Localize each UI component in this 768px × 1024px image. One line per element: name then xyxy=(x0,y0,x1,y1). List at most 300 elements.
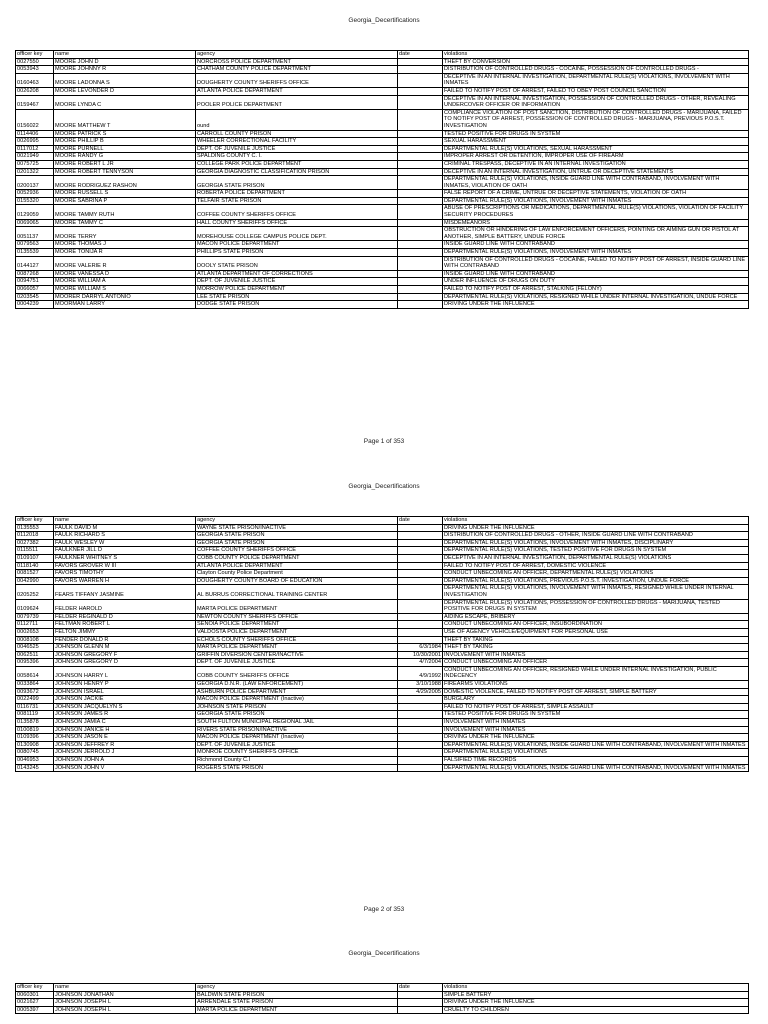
officer-key-cell: 0069065 xyxy=(16,219,54,227)
name-cell: JOHNSON JACKIE xyxy=(54,696,196,704)
officer-key-cell: 0155320 xyxy=(16,197,54,205)
date-cell xyxy=(398,628,443,636)
violations-cell: CONDUCT UNBECOMING AN OFFICER, INSUBORDINATION xyxy=(443,621,749,629)
page-number: Page 1 of 353 xyxy=(363,438,405,445)
date-cell xyxy=(398,138,443,146)
table-row xyxy=(16,666,749,680)
officer-key-cell: 0027382 xyxy=(16,539,54,547)
agency-cell: GEORGIA D.N.R. (LAW ENFORCEMENT) xyxy=(196,681,398,689)
name-cell: JOHNSON HARRY L xyxy=(54,666,196,680)
column-header: date xyxy=(398,51,443,59)
violations-cell: DEPARTMENTAL RULE(S) VIOLATIONS, PREVIOUS P.O.S.T. INVESTIGATION, UNDUE FORCE xyxy=(443,577,749,585)
violations-cell: DEPARTMENTAL RULE(S) VIOLATIONS, SEXUAL HARASSMENT xyxy=(443,145,749,153)
violations-cell: DISTRIBUTION OF CONTROLLED DRUGS - OTHER, INSIDE GUARD LINE WITH CONTRABAND xyxy=(443,532,749,540)
date-cell xyxy=(398,734,443,742)
officer-key-cell: 0004239 xyxy=(16,301,54,309)
officer-key-cell: 0118140 xyxy=(16,562,54,570)
officer-key-cell: 0112711 xyxy=(16,621,54,629)
name-cell: MOORE PHILLIP B xyxy=(54,138,196,146)
table-row xyxy=(16,66,749,74)
date-cell xyxy=(398,197,443,205)
column-header: officer key xyxy=(16,51,54,59)
officer-key-cell: 0060301 xyxy=(16,991,54,999)
table-row xyxy=(16,168,749,176)
violations-cell: FIREARMS VIOLATIONS xyxy=(443,681,749,689)
column-header: date xyxy=(398,984,443,992)
violations-cell: DRIVING UNDER THE INFLUENCE xyxy=(443,999,749,1007)
officer-key-cell: 0205252 xyxy=(16,585,54,599)
violations-cell: DEPARTMENTAL RULE(S) VIOLATIONS, POSSESSION OF CONTROLLED DRUGS - MARIJUANA, TESTED POSITIVE FOR DRUGS IN SYSTEM xyxy=(443,599,749,613)
name-cell: MOORE RUSSELL S xyxy=(54,190,196,198)
table-row xyxy=(16,539,749,547)
violations-cell: SEXUAL HARASSMENT xyxy=(443,138,749,146)
name-cell: FELTMAN ROBERT L xyxy=(54,621,196,629)
name-cell: JOHNSON JASON E xyxy=(54,734,196,742)
violations-cell: DEPARTMENTAL RULE(S) VIOLATIONS, INSIDE GUARD LINE WITH CONTRABAND, INVOLVEMENT WITH INMATES xyxy=(443,764,749,772)
name-cell: FENDER DONALD R xyxy=(54,636,196,644)
table-header-row xyxy=(16,517,749,525)
officer-key-cell: 0129059 xyxy=(16,205,54,219)
name-cell: JOHNSON GREGORY F xyxy=(54,651,196,659)
agency-cell: SOUTH FULTON MUNICIPAL REGIONAL JAIL xyxy=(196,719,398,727)
officer-key-cell: 0053943 xyxy=(16,66,54,74)
agency-cell: POOLER POLICE DEPARTMENT xyxy=(196,95,398,109)
table-row xyxy=(16,301,749,309)
column-header: agency xyxy=(196,984,398,992)
name-cell: JOHNSON GLENN M xyxy=(54,644,196,652)
agency-cell: VALDOSTA POLICE DEPARTMENT xyxy=(196,628,398,636)
name-cell: MOORE WILLIAM S xyxy=(54,286,196,294)
agency-cell: JOHNSON STATE PRISON xyxy=(196,703,398,711)
officer-key-cell: 0005397 xyxy=(16,1006,54,1014)
agency-cell: DOUGHERTY COUNTY BOARD OF EDUCATION xyxy=(196,577,398,585)
table-row xyxy=(16,153,749,161)
name-cell: MOORE TONIJA R xyxy=(54,249,196,257)
name-cell: JOHNSON ISRAEL xyxy=(54,688,196,696)
violations-cell: DECEPTIVE IN AN INTERNAL INVESTIGATION, UNTRUE OR DECEPTIVE STATEMENTS xyxy=(443,168,749,176)
table-row xyxy=(16,562,749,570)
date-cell xyxy=(398,227,443,241)
agency-cell: LEE STATE PRISON xyxy=(196,293,398,301)
officer-key-cell: 0062511 xyxy=(16,651,54,659)
table-row xyxy=(16,741,749,749)
date-cell xyxy=(398,205,443,219)
date-cell xyxy=(398,711,443,719)
column-header: violations xyxy=(443,51,749,59)
officer-key-cell: 0116731 xyxy=(16,703,54,711)
name-cell: FAULKNER WHITNEY S xyxy=(54,554,196,562)
violations-cell: FALSE REPORT OF A CRIME, UNTRUE OR DECEPTIVE STATEMENTS, VIOLATION OF OATH xyxy=(443,190,749,198)
column-header: name xyxy=(54,51,196,59)
agency-cell: ARRENDALE STATE PRISON xyxy=(196,999,398,1007)
date-cell xyxy=(398,256,443,270)
name-cell: JOHNSON JERROLD J xyxy=(54,749,196,757)
officer-key-cell: 0002653 xyxy=(16,628,54,636)
table-row xyxy=(16,219,749,227)
officer-key-cell: 0027550 xyxy=(16,58,54,66)
table-row xyxy=(16,628,749,636)
officer-key-cell: 0201322 xyxy=(16,168,54,176)
violations-cell: CONDUCT UNBECOMING AN OFFICER, RESIGNED WHILE UNDER INTERNAL INVESTIGATION, PUBLIC INDECENCY xyxy=(443,666,749,680)
table-row xyxy=(16,197,749,205)
name-cell: FAVORS TIMOTHY xyxy=(54,570,196,578)
violations-cell: DEPARTMENTAL RULE(S) VIOLATIONS, RESIGNED WHILE UNDER INTERNAL INVESTIGATION, UNDUE FORCE xyxy=(443,293,749,301)
agency-cell: GEORGIA STATE PRISON xyxy=(196,711,398,719)
decertifications-table xyxy=(15,983,749,1014)
table-row xyxy=(16,726,749,734)
agency-cell: Clayton County Police Department xyxy=(196,570,398,578)
date-cell xyxy=(398,613,443,621)
date-cell xyxy=(398,757,443,765)
column-header: name xyxy=(54,517,196,525)
violations-cell: FAILED TO NOTIFY POST OF ARREST, SIMPLE ASSAULT xyxy=(443,703,749,711)
officer-key-cell: 0115511 xyxy=(16,547,54,555)
agency-cell: DEPT. OF JUVENILE JUSTICE xyxy=(196,145,398,153)
name-cell: MOORE VALERIE R xyxy=(54,256,196,270)
agency-cell: GEORGIA STATE PRISON xyxy=(196,532,398,540)
name-cell: MOORE WILLIAM A xyxy=(54,278,196,286)
officer-key-cell: 0046525 xyxy=(16,644,54,652)
date-cell xyxy=(398,532,443,540)
violations-cell: DEPARTMENTAL RULE(S) VIOLATIONS, INVOLVEMENT WITH INMATES, DISCIPLINARY xyxy=(443,539,749,547)
agency-cell: PHILLIPS STATE PRISON xyxy=(196,249,398,257)
date-cell xyxy=(398,176,443,190)
officer-key-cell: 0051137 xyxy=(16,227,54,241)
agency-cell: COLLEGE PARK POLICE DEPARTMENT xyxy=(196,160,398,168)
table-row xyxy=(16,991,749,999)
agency-cell: NORCROSS POLICE DEPARTMENT xyxy=(196,58,398,66)
officer-key-cell: 0008108 xyxy=(16,636,54,644)
name-cell: MOORE JOHN D xyxy=(54,58,196,66)
table-row xyxy=(16,293,749,301)
name-cell: MOORE LYNDA C xyxy=(54,95,196,109)
officer-key-cell: 0081527 xyxy=(16,570,54,578)
table-row xyxy=(16,1006,749,1014)
name-cell: JOHNSON HENRY P xyxy=(54,681,196,689)
officer-key-cell: 0087268 xyxy=(16,270,54,278)
date-cell xyxy=(398,562,443,570)
table-row xyxy=(16,703,749,711)
date-cell xyxy=(398,703,443,711)
violations-cell: DISTRIBUTION OF CONTROLLED DRUGS - COCAINE, POSSESSION OF CONTROLLED DRUGS - xyxy=(443,66,749,74)
violations-cell: DEPARTMENTAL RULE(S) VIOLATIONS, INSIDE GUARD LINE WITH CONTRABAND, INVOLVEMENT WITH INMATES xyxy=(443,741,749,749)
name-cell: FAULK RICHARD S xyxy=(54,532,196,540)
date-cell xyxy=(398,577,443,585)
agency-cell: ROBERTA POLICE DEPARTMENT xyxy=(196,190,398,198)
table-row xyxy=(16,613,749,621)
violations-cell: UNDER INFLUENCE OF DRUGS ON DUTY xyxy=(443,278,749,286)
violations-cell: DEPARTMENTAL RULE(S) VIOLATIONS, INVOLVEMENT WITH INMATES xyxy=(443,197,749,205)
violations-cell: MISDEMEANORS xyxy=(443,219,749,227)
agency-cell: MOREHOUSE COLLEGE CAMPUS POLICE DEPT. xyxy=(196,227,398,241)
date-cell xyxy=(398,764,443,772)
date-cell xyxy=(398,554,443,562)
name-cell: FELTON JIMMY xyxy=(54,628,196,636)
officer-key-cell: 0159467 xyxy=(16,95,54,109)
table-row xyxy=(16,696,749,704)
table-row xyxy=(16,734,749,742)
violations-cell: THEFT BY CONVERSION xyxy=(443,58,749,66)
officer-key-cell: 0058614 xyxy=(16,666,54,680)
date-cell xyxy=(398,749,443,757)
violations-cell: INSIDE GUARD LINE WITH CONTRABAND xyxy=(443,241,749,249)
decertifications-table xyxy=(15,50,749,309)
table-row xyxy=(16,138,749,146)
column-header: violations xyxy=(443,984,749,992)
table-row xyxy=(16,651,749,659)
agency-cell: ATLANTA POLICE DEPARTMENT xyxy=(196,87,398,95)
date-cell xyxy=(398,286,443,294)
officer-key-cell: 0033864 xyxy=(16,681,54,689)
agency-cell: DEPT. OF JUVENILE JUSTICE xyxy=(196,278,398,286)
violations-cell: DRIVING UNDER THE INFLUENCE xyxy=(443,301,749,309)
table-row xyxy=(16,205,749,219)
name-cell: JOHNSON JAMES R xyxy=(54,711,196,719)
table-row xyxy=(16,109,749,130)
name-cell: FAULKNER JILL D xyxy=(54,547,196,555)
name-cell: MOORE MATTHEW T xyxy=(54,109,196,130)
agency-cell: SENOIA POLICE DEPARTMENT xyxy=(196,621,398,629)
date-cell: 4/7/2004 xyxy=(398,659,443,667)
officer-key-cell: 0094751 xyxy=(16,278,54,286)
officer-key-cell: 0022499 xyxy=(16,696,54,704)
date-cell xyxy=(398,87,443,95)
agency-cell: COBB COUNTY SHERIFFS OFFICE xyxy=(196,666,398,680)
date-cell: 3/10/1988 xyxy=(398,681,443,689)
table-row xyxy=(16,190,749,198)
table-row xyxy=(16,256,749,270)
name-cell: JOHNSON JEFFREY R xyxy=(54,741,196,749)
name-cell: MOORE JOHNNY R xyxy=(54,66,196,74)
decertifications-table xyxy=(15,516,749,772)
date-cell xyxy=(398,130,443,138)
violations-cell: BURGLARY xyxy=(443,696,749,704)
violations-cell: DECEPTIVE IN AN INTERNAL INVESTIGATION, DEPARTMENTAL RULE(S) VIOLATIONS xyxy=(443,554,749,562)
name-cell: MOORE RANDY G xyxy=(54,153,196,161)
name-cell: FAVORS WARREN H xyxy=(54,577,196,585)
table-row xyxy=(16,764,749,772)
date-cell xyxy=(398,599,443,613)
table-row xyxy=(16,278,749,286)
name-cell: MOORE PATRICK S xyxy=(54,130,196,138)
violations-cell: FALSIFIED TIME RECORDS xyxy=(443,757,749,765)
date-cell xyxy=(398,73,443,87)
document-title: Georgia_Decertifications xyxy=(348,950,420,957)
violations-cell: OBSTRUCTION OR HINDERING OF LAW ENFORCEMENT OFFICERS, POINTING OR AIMING GUN OR PISTOL AT ANOTHER, SIMPLE BATTERY, UNDUE FORCE xyxy=(443,227,749,241)
violations-cell: DECEPTIVE IN AN INTERNAL INVESTIGATION, DEPARTMENTAL RULE(S) VIOLATIONS, INVOLVEMENT WITH INMATES xyxy=(443,73,749,87)
date-cell xyxy=(398,270,443,278)
agency-cell: TELFAIR STATE PRISON xyxy=(196,197,398,205)
date-cell xyxy=(398,168,443,176)
violations-cell: DEPARTMENTAL RULE(S) VIOLATIONS, INVOLVEMENT WITH INMATES xyxy=(443,249,749,257)
officer-key-cell: 0135878 xyxy=(16,719,54,727)
date-cell: 4/9/1992 xyxy=(398,666,443,680)
violations-cell: DOMESTIC VIOLENCE, FAILED TO NOTIFY POST OF ARREST, SIMPLE BATTERY xyxy=(443,688,749,696)
officer-key-cell: 0203545 xyxy=(16,293,54,301)
violations-cell: CRUELTY TO CHILDREN xyxy=(443,1006,749,1014)
date-cell xyxy=(398,95,443,109)
agency-cell: Richmond County C.I xyxy=(196,757,398,765)
page-number: Page 2 of 353 xyxy=(363,906,405,913)
agency-cell: MACON POLICE DEPARTMENT xyxy=(196,241,398,249)
date-cell: 10/30/2001 xyxy=(398,651,443,659)
violations-cell: DISTRIBUTION OF CONTROLLED DRUGS - COCAINE, FAILED TO NOTIFY POST OF ARREST, INSIDE GUARD LINE WITH CONTRABAND xyxy=(443,256,749,270)
officer-key-cell: 0079739 xyxy=(16,613,54,621)
officer-key-cell: 0100819 xyxy=(16,726,54,734)
table-row xyxy=(16,999,749,1007)
agency-cell: RIVERS STATE PRISON/INACTIVE xyxy=(196,726,398,734)
table-row xyxy=(16,73,749,87)
column-header: officer key xyxy=(16,984,54,992)
officer-key-cell: 0093672 xyxy=(16,688,54,696)
table-row xyxy=(16,249,749,257)
table-row xyxy=(16,130,749,138)
table-row xyxy=(16,532,749,540)
document-title: Georgia_Decertifications xyxy=(348,483,420,490)
violations-cell: INVOLVEMENT WITH INMATES xyxy=(443,719,749,727)
officer-key-cell: 0135539 xyxy=(16,249,54,257)
date-cell xyxy=(398,719,443,727)
violations-cell: SIMPLE BATTERY xyxy=(443,991,749,999)
agency-cell: DOOLY STATE PRISON xyxy=(196,256,398,270)
violations-cell: DEPARTMENTAL RULE(S) VIOLATIONS, INVOLVEMENT WITH INMATES, RESIGNED WHILE UNDER INTERNAL INVESTIGATION xyxy=(443,585,749,599)
violations-cell: DECEPTIVE IN AN INTERNAL INVESTIGATION, POSSESSION OF CONTROLLED DRUGS - OTHER, REVEALING UNDERCOVER OFFICER OR INFORMATION xyxy=(443,95,749,109)
name-cell: MOORMAN LARRY xyxy=(54,301,196,309)
name-cell: MOORE LADONNA S xyxy=(54,73,196,87)
agency-cell: MARTA POLICE DEPARTMENT xyxy=(196,599,398,613)
date-cell xyxy=(398,726,443,734)
violations-cell: FAILED TO NOTIFY POST OF ARREST, FAILED TO OBEY POST COUNCIL SANCTION xyxy=(443,87,749,95)
name-cell: MOORE ROBERT TENNYSON xyxy=(54,168,196,176)
agency-cell: BALDWIN STATE PRISON xyxy=(196,991,398,999)
name-cell: JOHNSON JOSEPH L xyxy=(54,999,196,1007)
violations-cell: THEFT BY TAKING xyxy=(443,644,749,652)
table-row xyxy=(16,554,749,562)
date-cell xyxy=(398,1006,443,1014)
name-cell: MOORE SABRINA P xyxy=(54,197,196,205)
name-cell: MOORE TERRY xyxy=(54,227,196,241)
officer-key-cell: 0160463 xyxy=(16,73,54,87)
agency-cell: MACON POLICE DEPARTMENT (Inactive) xyxy=(196,696,398,704)
date-cell xyxy=(398,190,443,198)
table-row xyxy=(16,749,749,757)
table-row xyxy=(16,636,749,644)
table-row xyxy=(16,599,749,613)
agency-cell: GEORGIA STATE PRISON xyxy=(196,176,398,190)
agency-cell: ound xyxy=(196,109,398,130)
officer-key-cell: 0143245 xyxy=(16,764,54,772)
table-row xyxy=(16,227,749,241)
agency-cell: ATLANTA DEPARTMENT OF CORRECTIONS xyxy=(196,270,398,278)
agency-cell: AL BURRUS CORRECTIONAL TRAINING CENTER xyxy=(196,585,398,599)
violations-cell: DEPARTMENTAL RULE(S) VIOLATIONS, TESTED POSITIVE FOR DRUGS IN SYSTEM xyxy=(443,547,749,555)
officer-key-cell: 0026208 xyxy=(16,87,54,95)
violations-cell: IMPROPER ARREST OR DETENTION, IMPROPER USE OF FIREARM xyxy=(443,153,749,161)
date-cell xyxy=(398,293,443,301)
officer-key-cell: 0112018 xyxy=(16,532,54,540)
table-row xyxy=(16,270,749,278)
date-cell xyxy=(398,696,443,704)
date-cell xyxy=(398,539,443,547)
agency-cell: DODGE STATE PRISON xyxy=(196,301,398,309)
name-cell: JOHNSON GREGORY D xyxy=(54,659,196,667)
agency-cell: MONROE COUNTY SHERIFFS OFFICE xyxy=(196,749,398,757)
table-row xyxy=(16,644,749,652)
violations-cell: CONDUCT UNBECOMING AN OFFICER xyxy=(443,659,749,667)
document-title: Georgia_Decertifications xyxy=(348,17,420,24)
column-header: violations xyxy=(443,517,749,525)
name-cell: MOORER DARRYL ANTONIO xyxy=(54,293,196,301)
officer-key-cell: 0081119 xyxy=(16,711,54,719)
officer-key-cell: 0079563 xyxy=(16,241,54,249)
officer-key-cell: 0080745 xyxy=(16,749,54,757)
date-cell xyxy=(398,621,443,629)
table-row xyxy=(16,621,749,629)
agency-cell: MARTA POLICE DEPARTMENT xyxy=(196,1006,398,1014)
agency-cell: SPALDING COUNTY C. I. xyxy=(196,153,398,161)
officer-key-cell: 0114406 xyxy=(16,130,54,138)
table-row xyxy=(16,577,749,585)
date-cell xyxy=(398,301,443,309)
column-header: date xyxy=(398,517,443,525)
name-cell: MOORE VANESSA D xyxy=(54,270,196,278)
table-row xyxy=(16,87,749,95)
date-cell xyxy=(398,991,443,999)
date-cell xyxy=(398,109,443,130)
table-header-row xyxy=(16,51,749,59)
name-cell: JOHNSON JOHN A xyxy=(54,757,196,765)
date-cell xyxy=(398,999,443,1007)
officer-key-cell: 0109396 xyxy=(16,734,54,742)
violations-cell: USE OF AGENCY VEHICLE/EQUIPMENT FOR PERSONAL USE xyxy=(443,628,749,636)
name-cell: MOORE LEVONDER D xyxy=(54,87,196,95)
table-row xyxy=(16,719,749,727)
agency-cell: CHATHAM COUNTY POLICE DEPARTMENT xyxy=(196,66,398,74)
agency-cell: ASHBURN POLICE DEPARTMENT xyxy=(196,688,398,696)
date-cell: 6/3/1984 xyxy=(398,644,443,652)
officer-key-cell: 0109107 xyxy=(16,554,54,562)
agency-cell: DEPT. OF JUVENILE JUSTICE xyxy=(196,741,398,749)
table-row xyxy=(16,711,749,719)
violations-cell: COMPLIANCE VIOLATION OF POST SANCTION, DISTRIBUTION OF CONTROLLED DRUGS - MARIJUANA, FAILED TO NOTIFY POST OF ARREST, POSSESSION OF CONTROLLED DRUGS - MARIJUANA, PREVIOUS P.O.S.T. INVESTIGATION xyxy=(443,109,749,130)
violations-cell: CRIMINAL TRESPASS, DECEPTIVE IN AN INTERNAL INVESTIGATION xyxy=(443,160,749,168)
name-cell: MOORE ROBERT L JR xyxy=(54,160,196,168)
name-cell: MOORE PURNELL xyxy=(54,145,196,153)
violations-cell: INSIDE GUARD LINE WITH CONTRABAND xyxy=(443,270,749,278)
officer-key-cell: 0075725 xyxy=(16,160,54,168)
table-row xyxy=(16,524,749,532)
agency-cell: MORROW POLICE DEPARTMENT xyxy=(196,286,398,294)
date-cell xyxy=(398,219,443,227)
agency-cell: DOUGHERTY COUNTY SHERIFFS OFFICE xyxy=(196,73,398,87)
table-row xyxy=(16,95,749,109)
name-cell: FAVORS GROVER W III xyxy=(54,562,196,570)
officer-key-cell: 0130908 xyxy=(16,741,54,749)
officer-key-cell: 0109624 xyxy=(16,599,54,613)
column-header: agency xyxy=(196,517,398,525)
table-row xyxy=(16,681,749,689)
agency-cell: GEORGIA STATE PRISON xyxy=(196,539,398,547)
column-header: officer key xyxy=(16,517,54,525)
agency-cell: CARROLL COUNTY PRISON xyxy=(196,130,398,138)
name-cell: FEARS TIFFANY JASMINE xyxy=(54,585,196,599)
name-cell: MOORE TAMMY C xyxy=(54,219,196,227)
agency-cell: ECHOLS COUNTY SHERIFFS OFFICE xyxy=(196,636,398,644)
name-cell: MOORE THOMAS J xyxy=(54,241,196,249)
name-cell: JOHNSON JONATHAN xyxy=(54,991,196,999)
agency-cell: MARTA POLICE DEPARTMENT xyxy=(196,644,398,652)
agency-cell: COBB COUNTY POLICE DEPARTMENT xyxy=(196,554,398,562)
